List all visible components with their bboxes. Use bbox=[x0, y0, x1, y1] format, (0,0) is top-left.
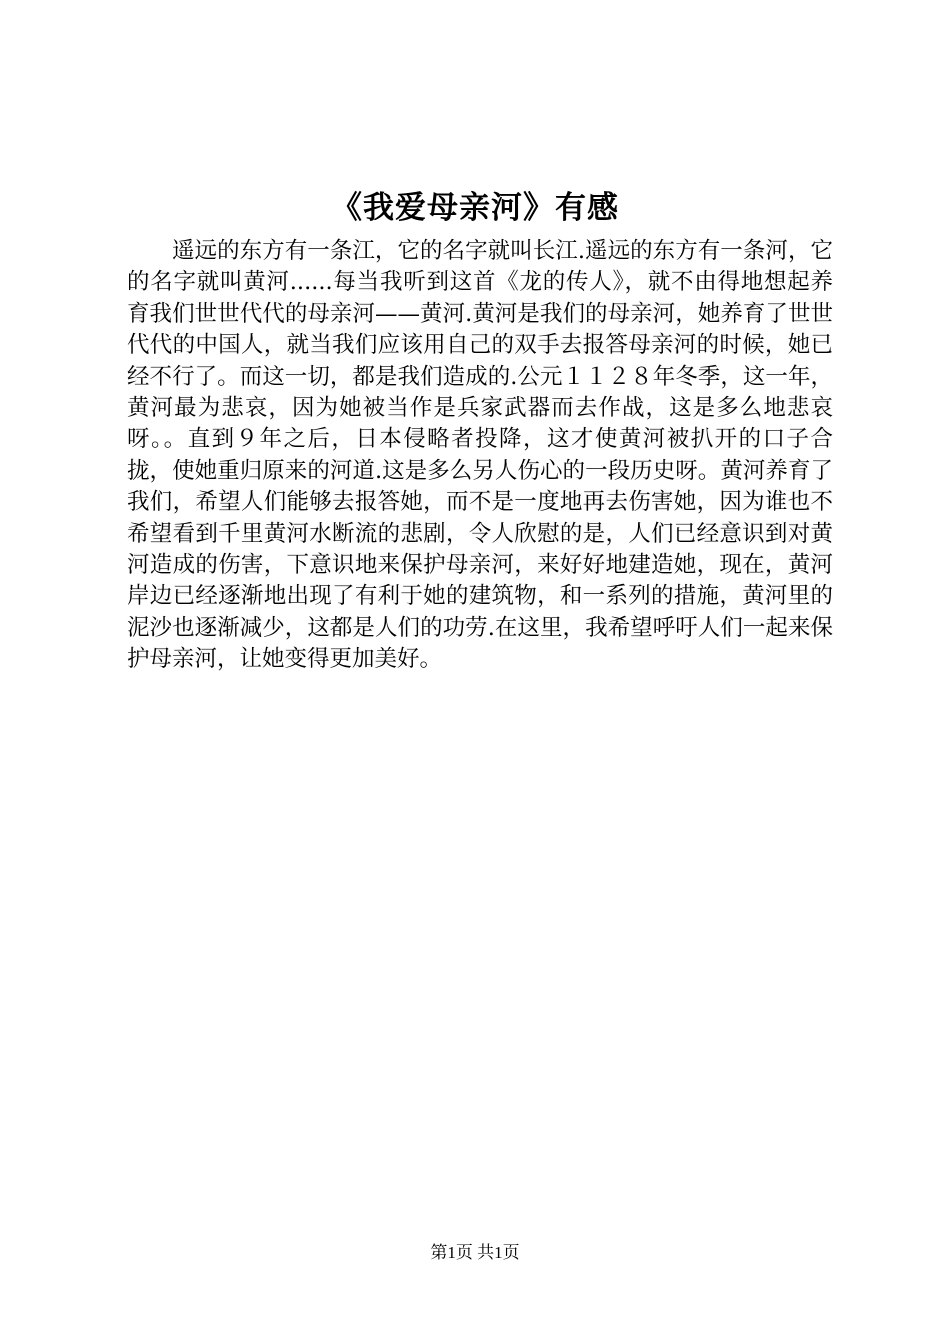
page-footer: 第1页 共1页 bbox=[430, 1243, 520, 1262]
document-title: 《我爱母亲河》有感 bbox=[331, 190, 619, 226]
body-paragraph: 遥远的东方有一条江，它的名字就叫长江.遥远的东方有一条河，它的名字就叫黄河......每当我听到这首《龙的传人》，就不由得地想起养育我们世世代代的母亲河——黄河.黄河是我们的母亲河，她养育了世世代代的中国人，就当我们应该用自己的双手去报答母亲河的时候，她已经不行了。而这一切，都是我们造成的.公元１１２８年冬季，这一年，黄河最为悲哀，因为她被当作是兵家武器而去作战，这是多么地悲哀呀。。直到９年之后，日本侵略者投降，这才使黄河被扒开的口子合拢，使她重归原来的河道.这是多么另人伤心的一段历史呀。黄河养育了我们，希望人们能够去报答她，而不是一度地再去伤害她，因为谁也不希望看到千里黄河水断流的悲剧，令人欣慰的是，人们已经意识到对黄河造成的伤害，下意识地来保护母亲河，来好好地建造她，现在，黄河岸边已经逐渐地出现了有利于她的建筑物，和一系列的措施，黄河里的泥沙也逐渐减少，这都是人们的功劳.在这里，我希望呼吁人们一起来保护母亲河，让她变得更加美好。 bbox=[127, 238, 833, 673]
